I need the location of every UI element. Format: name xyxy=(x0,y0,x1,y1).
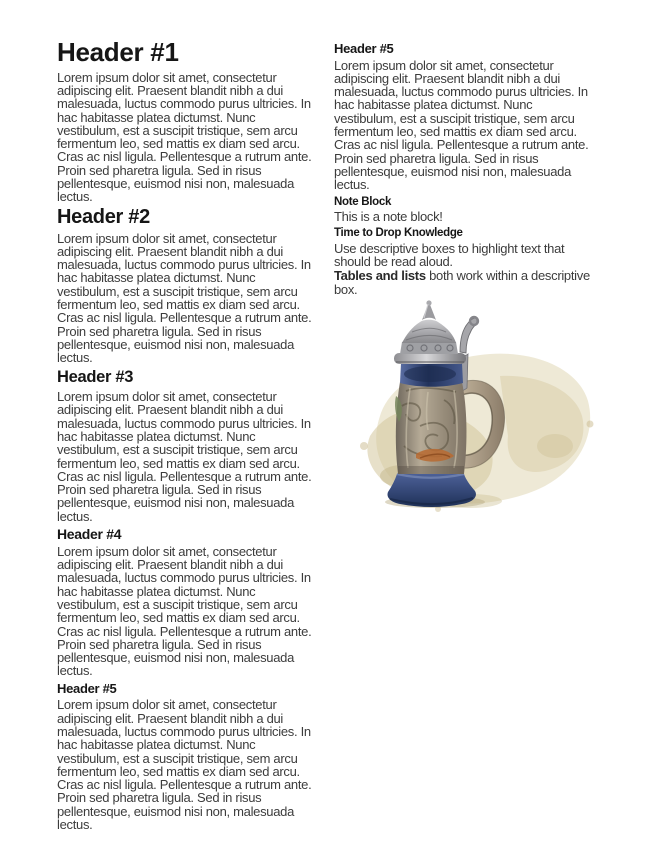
paragraph-2: Lorem ipsum dolor sit amet, consectetur adipiscing elit. Praesent blandit nibh a dui malesuada, luctus commodo purus ultricies. In hac habitasse platea dictumst. Nunc vestibulum, est a suscipit tristique, sem arcu fermentum leo, sed mattis ex diam sed arcu. Cras ac nisl ligula. Pellentesque a rutrum ante. Proin sed pharetra ligula. Sed in risus pellentesque, euismod nisi non, malesuada lectus. xyxy=(57,230,312,366)
note-block-body: This is a note block! xyxy=(334,208,443,224)
paragraph-1: Lorem ipsum dolor sit amet, consectetur adipiscing elit. Praesent blandit nibh a dui malesuada, luctus commodo purus ultricies. In hac habitasse platea dictumst. Nunc vestibulum, est a suscipit tristique, sem arcu fermentum leo, sed mattis ex diam sed arcu. Cras ac nisl ligula. Pellentesque a rutrum ante. Proin sed pharetra ligula. Sed in risus pellentesque, euismod nisi non, malesuada lectus. xyxy=(57,69,312,205)
stein-lid-cone xyxy=(402,320,456,343)
knowledge-title: Time to Drop Knowledge xyxy=(334,227,463,240)
paragraph-5: Lorem ipsum dolor sit amet, consectetur adipiscing elit. Praesent blandit nibh a dui malesuada, luctus commodo purus ultricies. In hac habitasse platea dictumst. Nunc vestibulum, est a suscipit tristique, sem arcu fermentum leo, sed mattis ex diam sed arcu. Cras ac nisl ligula. Pellentesque a rutrum ante. Proin sed pharetra ligula. Sed in risus pellentesque, euismod nisi non, malesuada lectus. xyxy=(57,697,312,833)
header-4: Header #4 xyxy=(57,526,122,542)
note-block-title: Note Block xyxy=(334,195,392,208)
header-3: Header #3 xyxy=(57,367,134,386)
tables-and-lists-bold: Tables and lists xyxy=(334,268,426,284)
header-5-left: Header #5 xyxy=(57,680,117,696)
paragraph-3: Lorem ipsum dolor sit amet, consectetur adipiscing elit. Praesent blandit nibh a dui malesuada, luctus commodo purus ultricies. In hac habitasse platea dictumst. Nunc vestibulum, est a suscipit tristique, sem arcu fermentum leo, sed mattis ex diam sed arcu. Cras ac nisl ligula. Pellentesque a rutrum ante. Proin sed pharetra ligula. Sed in risus pellentesque, euismod nisi non, malesuada lectus. xyxy=(57,389,312,524)
left-column xyxy=(57,38,315,832)
stein-thumblift xyxy=(460,318,477,353)
paragraph-4: Lorem ipsum dolor sit amet, consectetur adipiscing elit. Praesent blandit nibh a dui malesuada, luctus commodo purus ultricies. In hac habitasse platea dictumst. Nunc vestibulum, est a suscipit tristique, sem arcu fermentum leo, sed mattis ex diam sed arcu. Cras ac nisl ligula. Pellentesque a rutrum ante. Proin sed pharetra ligula. Sed in risus pellentesque, euismod nisi non, malesuada lectus. xyxy=(57,543,312,679)
tables-and-lists-rest: both work within a descriptive box. xyxy=(334,268,590,297)
header-2: Header #2 xyxy=(57,205,150,228)
knowledge-body: Use descriptive boxes to highlight text that should be read aloud. xyxy=(334,240,565,269)
header-1: Header #1 xyxy=(57,37,179,67)
right-column xyxy=(334,38,596,297)
stein-top-band-shadow xyxy=(404,366,456,382)
beer-stein-figure xyxy=(350,296,596,514)
beer-stein-illustration xyxy=(350,296,596,514)
knowledge-tables-line xyxy=(334,269,596,296)
paragraph-6: Lorem ipsum dolor sit amet, consectetur adipiscing elit. Praesent blandit nibh a dui malesuada, luctus commodo purus ultricies. In hac habitasse platea dictumst. Nunc vestibulum, est a suscipit tristique, sem arcu fermentum leo, sed mattis ex diam sed arcu. Cras ac nisl ligula. Pellentesque a rutrum ante. Proin sed pharetra ligula. Sed in risus pellentesque, euismod nisi non, malesuada lectus. xyxy=(334,57,589,193)
header-5-right: Header #5 xyxy=(334,41,394,56)
stein-body-bottom-shade xyxy=(398,466,464,474)
